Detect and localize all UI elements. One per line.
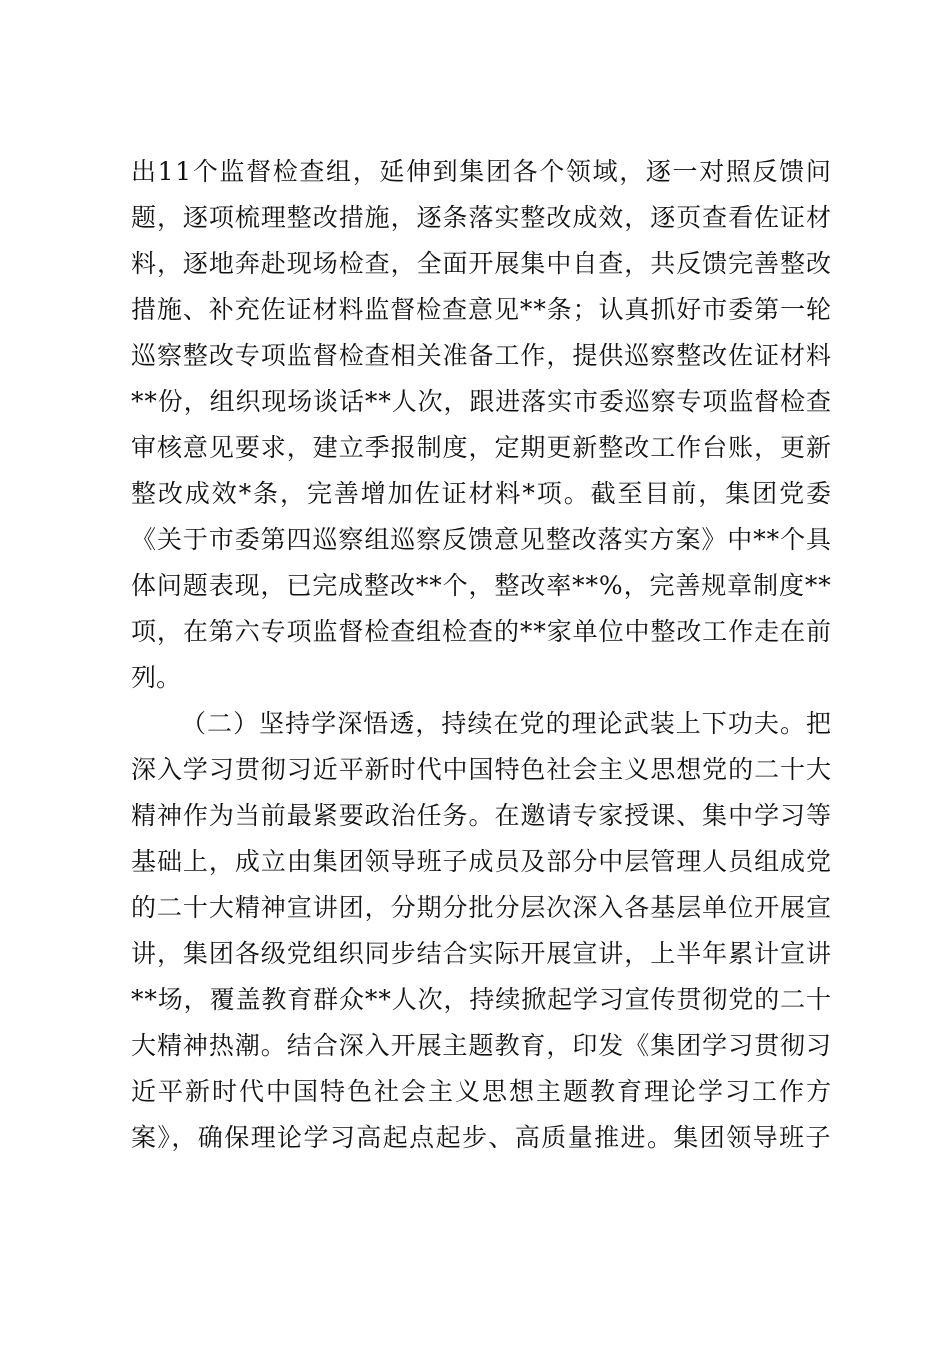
paragraph-2-line: 讲，集团各级党组织同步结合实际开展宣讲，上半年累计宣讲 [131,939,832,968]
paragraph-1-line: 《关于市委第四巡察组巡察反馈意见整改落实方案》中**个具 [131,525,832,554]
paragraph-2-line: 深入学习贯彻习近平新时代中国特色社会主义思想党的二十大 [131,755,832,784]
paragraph-1-line: 审核意见要求，建立季报制度，定期更新整改工作台账，更新 [131,433,832,462]
paragraph-2-line: 的二十大精神宣讲团，分期分批分层次深入各基层单位开展宣 [131,893,832,922]
paragraph-2-line: 大精神热潮。结合深入开展主题教育，印发《集团学习贯彻习 [131,1031,832,1060]
paragraph-2-line: **场，覆盖教育群众**人次，持续掀起学习宣传贯彻党的二十 [131,985,832,1014]
paragraph-1-line: 整改成效*条，完善增加佐证材料*项。截至目前，集团党委 [131,479,833,508]
paragraph-2-line: 案》，确保理论学习高起点起步、高质量推进。集团领导班子 [131,1123,832,1152]
paragraph-1-line: 巡察整改专项监督检查相关准备工作，提供巡察整改佐证材料 [131,341,832,370]
paragraph-1-line: 体问题表现，已完成整改**个，整改率**%，完善规章制度** [131,571,832,600]
paragraph-2-line: （二）坚持学深悟透，持续在党的理论武装上下功夫。把 [181,709,833,738]
paragraph-2-line: 基础上，成立由集团领导班子成员及部分中层管理人员组成党 [131,847,832,876]
paragraph-1-line: 列。 [131,663,182,692]
paragraph-2-line: 精神作为当前最紧要政治任务。在邀请专家授课、集中学习等 [131,801,832,830]
paragraph-1-line: 措施、补充佐证材料监督检查意见**条；认真抓好市委第一轮 [131,295,832,324]
paragraph-2-line: 近平新时代中国特色社会主义思想主题教育理论学习工作方 [131,1077,834,1106]
paragraph-1-line: 项，在第六专项监督检查组检查的**家单位中整改工作走在前 [131,617,832,646]
paragraph-1-line: 料，逐地奔赴现场检查，全面开展集中自查，共反馈完善整改 [131,249,832,278]
paragraph-1-line: 题，逐项梳理整改措施，逐条落实整改成效，逐页查看佐证材 [131,203,832,232]
paragraph-1-line: 出11个监督检查组，延伸到集团各个领域，逐一对照反馈问 [131,157,833,186]
paragraph-1-line: **份，组织现场谈话**人次，跟进落实市委巡察专项监督检查 [131,387,832,416]
